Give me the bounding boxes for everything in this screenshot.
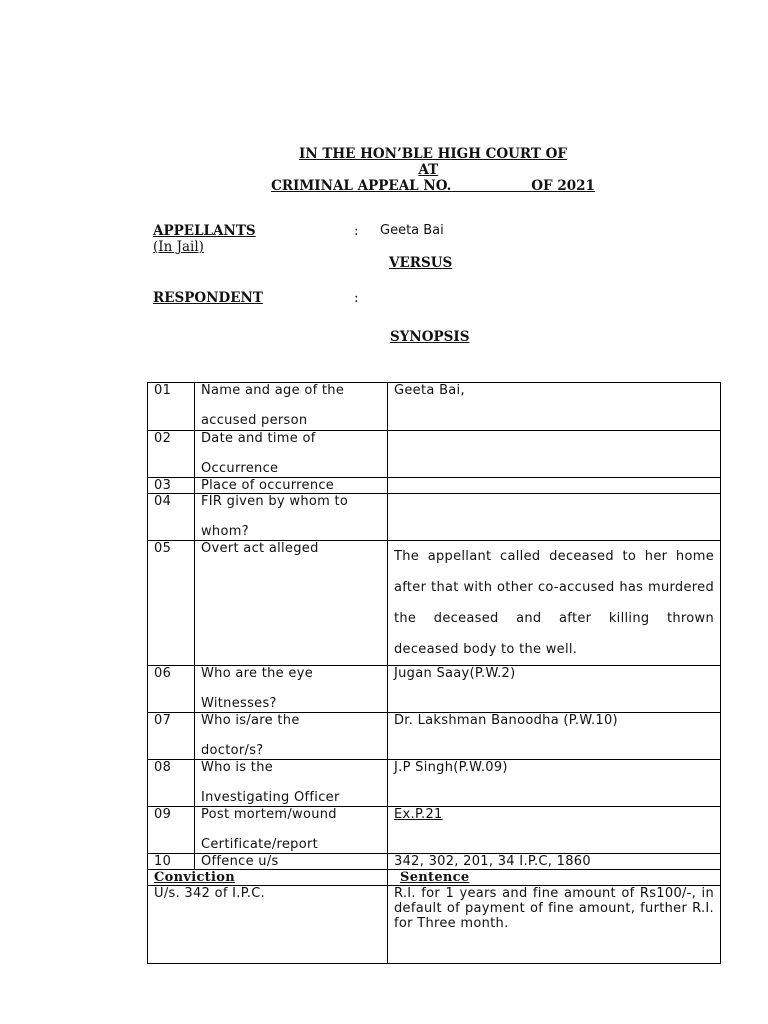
table-row	[148, 431, 721, 478]
row-answer	[388, 494, 721, 541]
row-number: 09	[148, 807, 195, 854]
row-question: Name and age of the accused person	[195, 383, 388, 431]
row-question: Overt act alleged	[195, 541, 388, 666]
sentence-header: Sentence	[388, 870, 721, 886]
row-number: 04	[148, 494, 195, 541]
table-row	[148, 807, 721, 854]
respondent-colon: :	[354, 290, 359, 306]
row-number: 10	[148, 854, 195, 870]
table-row	[148, 478, 721, 494]
row-question: Offence u/s	[195, 854, 388, 870]
row-number: 07	[148, 713, 195, 760]
row-number: 05	[148, 541, 195, 666]
row-answer: Geeta Bai,	[388, 383, 721, 431]
appeal-heading: CRIMINAL APPEAL NO. OF 2021	[271, 178, 595, 194]
row-number: 01	[148, 383, 195, 431]
row-answer: Dr. Lakshman Banoodha (P.W.10)	[388, 713, 721, 760]
row-answer: 342, 302, 201, 34 I.P.C, 1860	[388, 854, 721, 870]
row-number: 08	[148, 760, 195, 807]
row-question: Who are the eye Witnesses?	[195, 666, 388, 713]
table-row	[148, 383, 721, 431]
appellants-label: APPELLANTS	[153, 223, 256, 239]
row-answer: J.P Singh(P.W.09)	[388, 760, 721, 807]
row-number: 03	[148, 478, 195, 494]
row-question: Date and time of Occurrence	[195, 431, 388, 478]
conviction-header: Conviction	[148, 870, 388, 886]
sentence-row	[148, 886, 721, 964]
row-number: 06	[148, 666, 195, 713]
appellants-colon: :	[354, 223, 359, 239]
conviction-header-row	[148, 870, 721, 886]
at-heading: AT	[418, 162, 439, 178]
row-question: FIR given by whom to whom?	[195, 494, 388, 541]
table-row	[148, 854, 721, 870]
table-row	[148, 760, 721, 807]
table-row	[148, 713, 721, 760]
sentence-text: R.I. for 1 years and fine amount of Rs100/-, in default of payment of fine amount, further R.I. for Three month.	[388, 886, 721, 964]
row-question: Who is/are the doctor/s?	[195, 713, 388, 760]
row-answer: Jugan Saay(P.W.2)	[388, 666, 721, 713]
row-question: Post mortem/wound Certificate/report	[195, 807, 388, 854]
table-row	[148, 541, 721, 666]
row-number: 02	[148, 431, 195, 478]
court-heading: IN THE HON’BLE HIGH COURT OF	[299, 146, 567, 162]
exhibit-reference: Ex.P.21	[388, 807, 721, 854]
row-answer	[388, 431, 721, 478]
row-question: Who is the Investigating Officer	[195, 760, 388, 807]
row-answer: The appellant called deceased to her home after that with other co-accused has murdered the deceased and after killing thrown deceased body to the well.	[388, 541, 721, 666]
table-row	[148, 666, 721, 713]
respondent-label: RESPONDENT	[153, 290, 263, 306]
table-row	[148, 494, 721, 541]
synopsis-table	[147, 382, 721, 964]
conviction-section: U/s. 342 of I.P.C.	[148, 886, 388, 964]
row-answer	[388, 478, 721, 494]
versus-label: VERSUS	[389, 255, 453, 271]
synopsis-title: SYNOPSIS	[390, 329, 470, 345]
in-jail-note: (In Jail)	[153, 239, 204, 255]
row-question: Place of occurrence	[195, 478, 388, 494]
appellant-name: Geeta Bai	[380, 223, 444, 238]
